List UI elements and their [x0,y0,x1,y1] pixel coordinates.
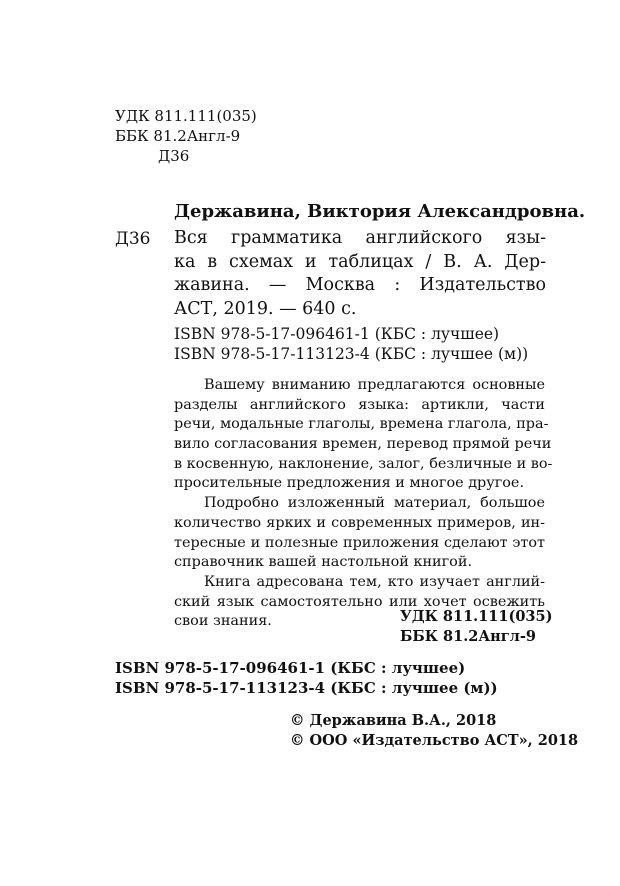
annotation-line: свои знания. [174,613,272,630]
isbn-block [174,324,528,364]
annotation-line: вило согласования времен, перевод прямой речи [174,436,552,453]
codes-bottom [400,607,552,647]
isbn-line: ISBN 978-5-17-096461-1 (КБС : лучшее) [174,325,500,343]
description-line: АСТ, 2019. — 640 с. [174,298,357,319]
annotation-line: Вашему вниманию предлагаются основные [204,377,545,393]
annotation [174,376,553,632]
annotation-line: речи, модальные глаголы, времена глагола, пра- [174,416,549,433]
copyright-block [290,711,578,751]
annotation-line: в косвенную, наклонение, залог, безличные и во- [174,455,553,472]
annotation-line: Книга адресована тем, кто изучает англий- [204,573,545,590]
isbn-bold-block [115,658,498,698]
annotation-line: тересные и полезные приложения сделают этот [174,534,545,551]
bbk-code: ББК 81.2Англ-9 [115,127,241,145]
copyright-line: © Державина В.А., 2018 [290,712,497,729]
annotation-line: справочник вашей настольной книгой. [174,554,473,571]
annotation-line: разделы английского языка: артикли, части [174,396,545,413]
annotation-line: ский язык самостоятельно или хочет освежить [174,593,545,610]
isbn-bold-line: ISBN 978-5-17-113123-4 (КБС : лучшее (м)) [115,679,498,697]
annotation-line: Подробно изложенный материал, большое [204,495,545,512]
author-heading: Державина, Виктория Александровна. [174,201,586,222]
isbn-bold-line: ISBN 978-5-17-096461-1 (КБС : лучшее) [115,659,466,677]
isbn-line: ISBN 978-5-17-113123-4 (КБС : лучшее (м)) [174,345,529,363]
description-line: Вся грамматика английского язы- [174,228,546,248]
bibliographic-description [174,227,546,321]
author-mark: Д36 [158,147,190,165]
udk-code: УДК 811.111(035) [115,107,257,125]
copyright-line: © ООО «Издательство АСТ», 2018 [290,732,579,749]
description-line: ка в схемах и таблицах / В. А. Дер- [174,251,546,272]
classification-block [115,106,257,166]
description-line: жавина. — Москва : Издательство [174,275,546,295]
udk-code-bottom: УДК 811.111(035) [400,608,553,625]
bbk-code-bottom: ББК 81.2Англ-9 [400,628,536,645]
author-mark-left: Д36 [115,229,151,249]
annotation-line: просительные предложения и многое другое. [174,475,525,492]
annotation-line: количество ярких и современных примеров, ин- [174,514,545,531]
